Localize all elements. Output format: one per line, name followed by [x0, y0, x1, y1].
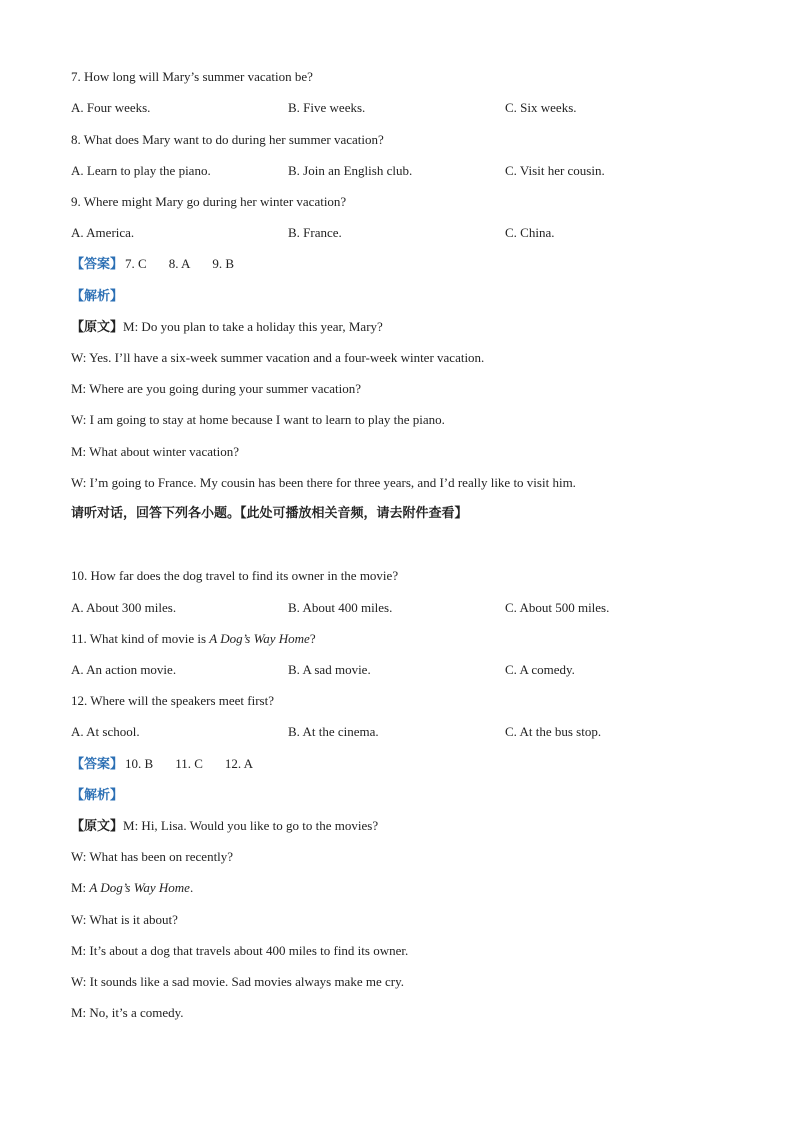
instruction-text: 请听对话，回答下列各小题。【此处可播放相关音频，请去附件查看】: [71, 506, 468, 521]
answer-value: 7. C: [125, 256, 147, 271]
transcript-1-line-4: M: What about winter vacation?: [71, 444, 239, 459]
option-a: A. Four weeks.: [71, 100, 151, 115]
transcript-2-line-4: M: It’s about a dog that travels about 400 miles to find its owner.: [71, 943, 409, 958]
transcript-tag: 【原文】: [71, 819, 124, 834]
answer-line-2: [71, 757, 253, 771]
option-b: B. Join an English club.: [288, 163, 413, 178]
option-b: B. About 400 miles.: [288, 600, 393, 615]
answer-tag: 【答案】: [71, 257, 124, 272]
question-11-options: [71, 663, 731, 677]
transcript-2-line-6: M: No, it’s a comedy.: [71, 1005, 184, 1020]
option-c: C. China.: [505, 225, 555, 240]
option-c: C. A comedy.: [505, 662, 575, 677]
option-b: B. A sad movie.: [288, 662, 371, 677]
option-b: B. Five weeks.: [288, 100, 366, 115]
transcript-2-line-0: [71, 819, 378, 833]
option-a: A. America.: [71, 225, 135, 240]
question-7-options: [71, 101, 731, 115]
transcript-text: M: Hi, Lisa. Would you like to go to the movies?: [123, 818, 379, 833]
analysis-tag: 【解析】: [71, 788, 124, 803]
answer-value: 9. B: [212, 256, 235, 271]
question-10-options: [71, 601, 731, 615]
question-text: 11. What kind of movie is: [71, 631, 210, 646]
transcript-2-line-2: [71, 881, 193, 894]
transcript-text: M: Do you plan to take a holiday this year, Mary?: [123, 319, 383, 334]
transcript-2-line-3: W: What is it about?: [71, 912, 178, 927]
transcript-1-line-3: W: I am going to stay at home because I want to learn to play the piano.: [71, 412, 445, 427]
transcript-tag: 【原文】: [71, 320, 124, 335]
answer-value: 8. A: [168, 256, 191, 271]
question-9-options: [71, 226, 731, 240]
analysis-tag: 【解析】: [71, 289, 124, 304]
answer-value: 12. A: [224, 756, 254, 771]
question-10: 10. How far does the dog travel to find its owner in the movie?: [71, 568, 399, 583]
analysis-line-1: [71, 289, 123, 303]
question-9: 9. Where might Mary go during her winter vacation?: [71, 194, 347, 209]
question-11: [71, 632, 316, 645]
analysis-line-2: [71, 788, 123, 802]
transcript-1-line-1: W: Yes. I’ll have a six-week summer vacation and a four-week winter vacation.: [71, 350, 485, 365]
option-a: A. About 300 miles.: [71, 600, 177, 615]
transcript-1-line-2: M: Where are you going during your summer vacation?: [71, 381, 362, 396]
transcript-1-line-0: [71, 320, 383, 334]
movie-title: A Dog’s Way Home: [89, 880, 190, 895]
question-7: 7. How long will Mary’s summer vacation be?: [71, 69, 313, 84]
answer-line-1: [71, 257, 234, 271]
transcript-2-line-1: W: What has been on recently?: [71, 849, 234, 864]
question-12: 12. Where will the speakers meet first?: [71, 693, 274, 708]
option-b: B. France.: [288, 225, 342, 240]
option-a: A. Learn to play the piano.: [71, 163, 211, 178]
option-a: A. At school.: [71, 724, 140, 739]
question-8-options: [71, 164, 731, 178]
speaker-label: M:: [71, 880, 90, 895]
option-a: A. An action movie.: [71, 662, 177, 677]
answer-value: 11. C: [175, 756, 203, 771]
question-12-options: [71, 725, 731, 739]
answer-value: 10. B: [125, 756, 154, 771]
transcript-2-line-5: W: It sounds like a sad movie. Sad movies always make me cry.: [71, 974, 404, 989]
period: .: [189, 880, 194, 895]
transcript-1-line-5: W: I’m going to France. My cousin has been there for three years, and I’d really like to visit him.: [71, 475, 576, 490]
option-c: C. Six weeks.: [505, 100, 577, 115]
answer-tag: 【答案】: [71, 757, 124, 772]
option-c: C. About 500 miles.: [505, 600, 610, 615]
option-c: C. At the bus stop.: [505, 724, 602, 739]
question-8: 8. What does Mary want to do during her summer vacation?: [71, 132, 384, 147]
option-c: C. Visit her cousin.: [505, 163, 605, 178]
movie-title: A Dog’s Way Home: [209, 631, 310, 646]
question-mark: ?: [309, 631, 316, 646]
option-b: B. At the cinema.: [288, 724, 379, 739]
